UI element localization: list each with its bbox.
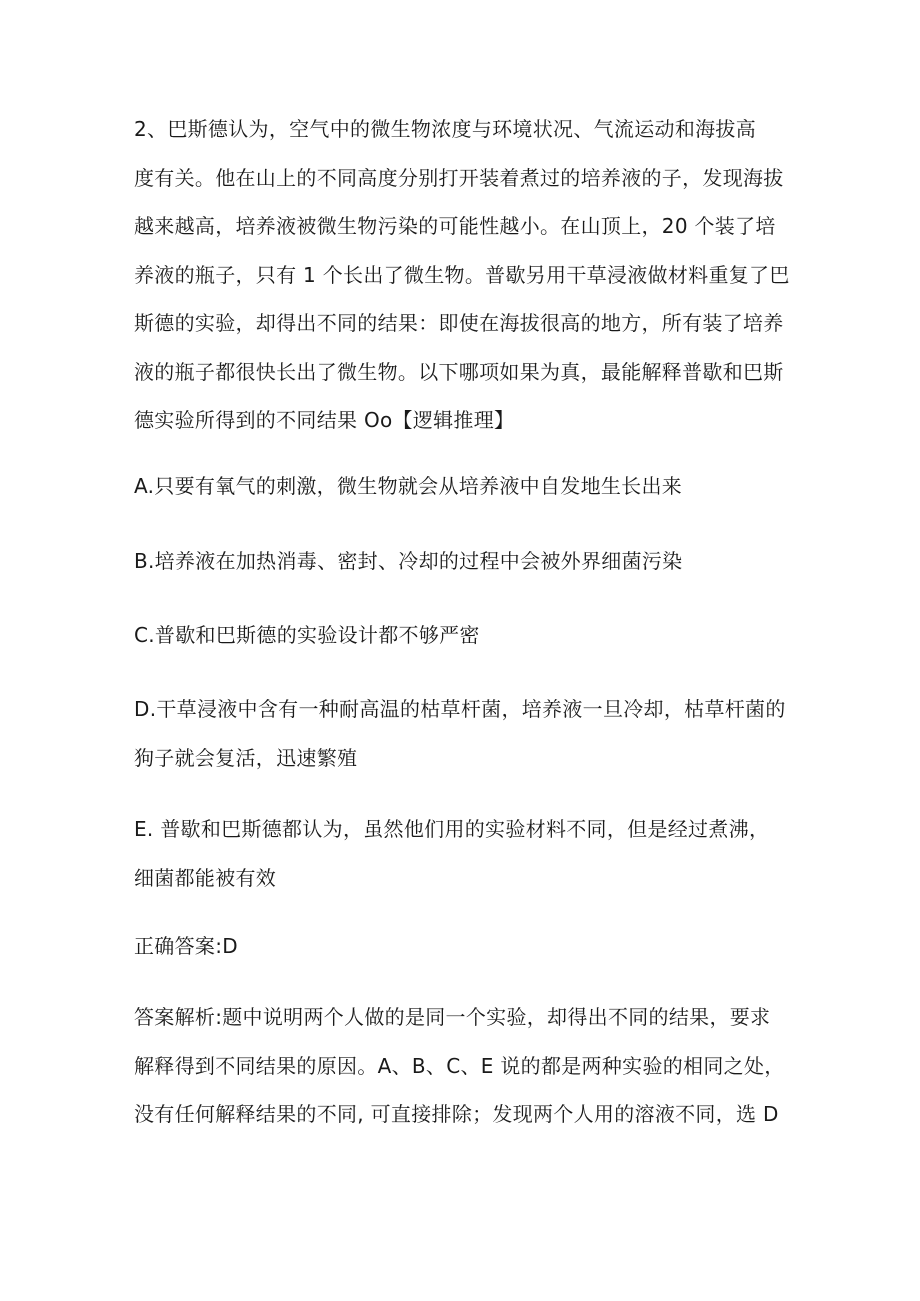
correct-answer-text: 正确答案:D [134, 934, 238, 958]
question-paragraph [134, 105, 790, 445]
correct-answer [134, 922, 784, 971]
question-line: 德实验所得到的不同结果 Oo【逻辑推理】 [134, 408, 515, 432]
option-e-line: 细菌都能被有效 [134, 865, 277, 890]
option-c [134, 611, 784, 660]
option-a [134, 462, 784, 511]
option-e-line: E. 普歇和巴斯德都认为，虽然他们用的实验材料不同，但是经过煮沸， [134, 817, 770, 841]
option-d [134, 685, 784, 782]
explanation-line: 没有任何解释结果的不同, 可直接排除；发现两个人用的溶液不同，选 D [134, 1102, 779, 1126]
option-a-line: A.只要有氧气的刺激，微生物就会从培养液中自发地生长出来 [134, 474, 683, 498]
question-line: 液的瓶子都很快长出了微生物。以下哪项如果为真，最能解释普歇和巴斯 [134, 359, 784, 384]
question-line: 越来越高，培养液被微生物污染的可能性越小。在山顶上，20 个装了培 [134, 214, 776, 238]
option-d-line: D.干草浸液中含有一种耐高温的枯草杆菌，培养液一旦冷却，枯草杆菌的 [134, 697, 786, 721]
question-line: 2、巴斯德认为，空气中的微生物浓度与环境状况、气流运动和海拔高 [134, 117, 757, 141]
option-e [134, 805, 784, 902]
answer-explanation [134, 993, 784, 1139]
question-line: 斯德的实验，却得出不同的结果：即使在海拔很高的地方，所有装了培养 [134, 311, 784, 335]
question-line: 度有关。他在山上的不同高度分别打开装着煮过的培养液的子，发现海拔 [134, 165, 784, 190]
option-d-line: 狗子就会复活，迅速繁殖 [134, 745, 358, 770]
explanation-line: 解释得到不同结果的原因。A、B、C、E 说的都是两种实验的相同之处， [134, 1053, 785, 1078]
option-b-line: B.培养液在加热消毒、密封、冷却的过程中会被外界细菌污染 [134, 549, 683, 573]
question-line: 养液的瓶子，只有 1 个长出了微生物。普歇另用干草浸液做材料重复了巴 [134, 262, 790, 287]
explanation-line: 答案解析:题中说明两个人做的是同一个实验，却得出不同的结果，要求 [134, 1005, 771, 1029]
option-b [134, 537, 784, 586]
option-c-line: C.普歇和巴斯德的实验设计都不够严密 [134, 623, 480, 647]
